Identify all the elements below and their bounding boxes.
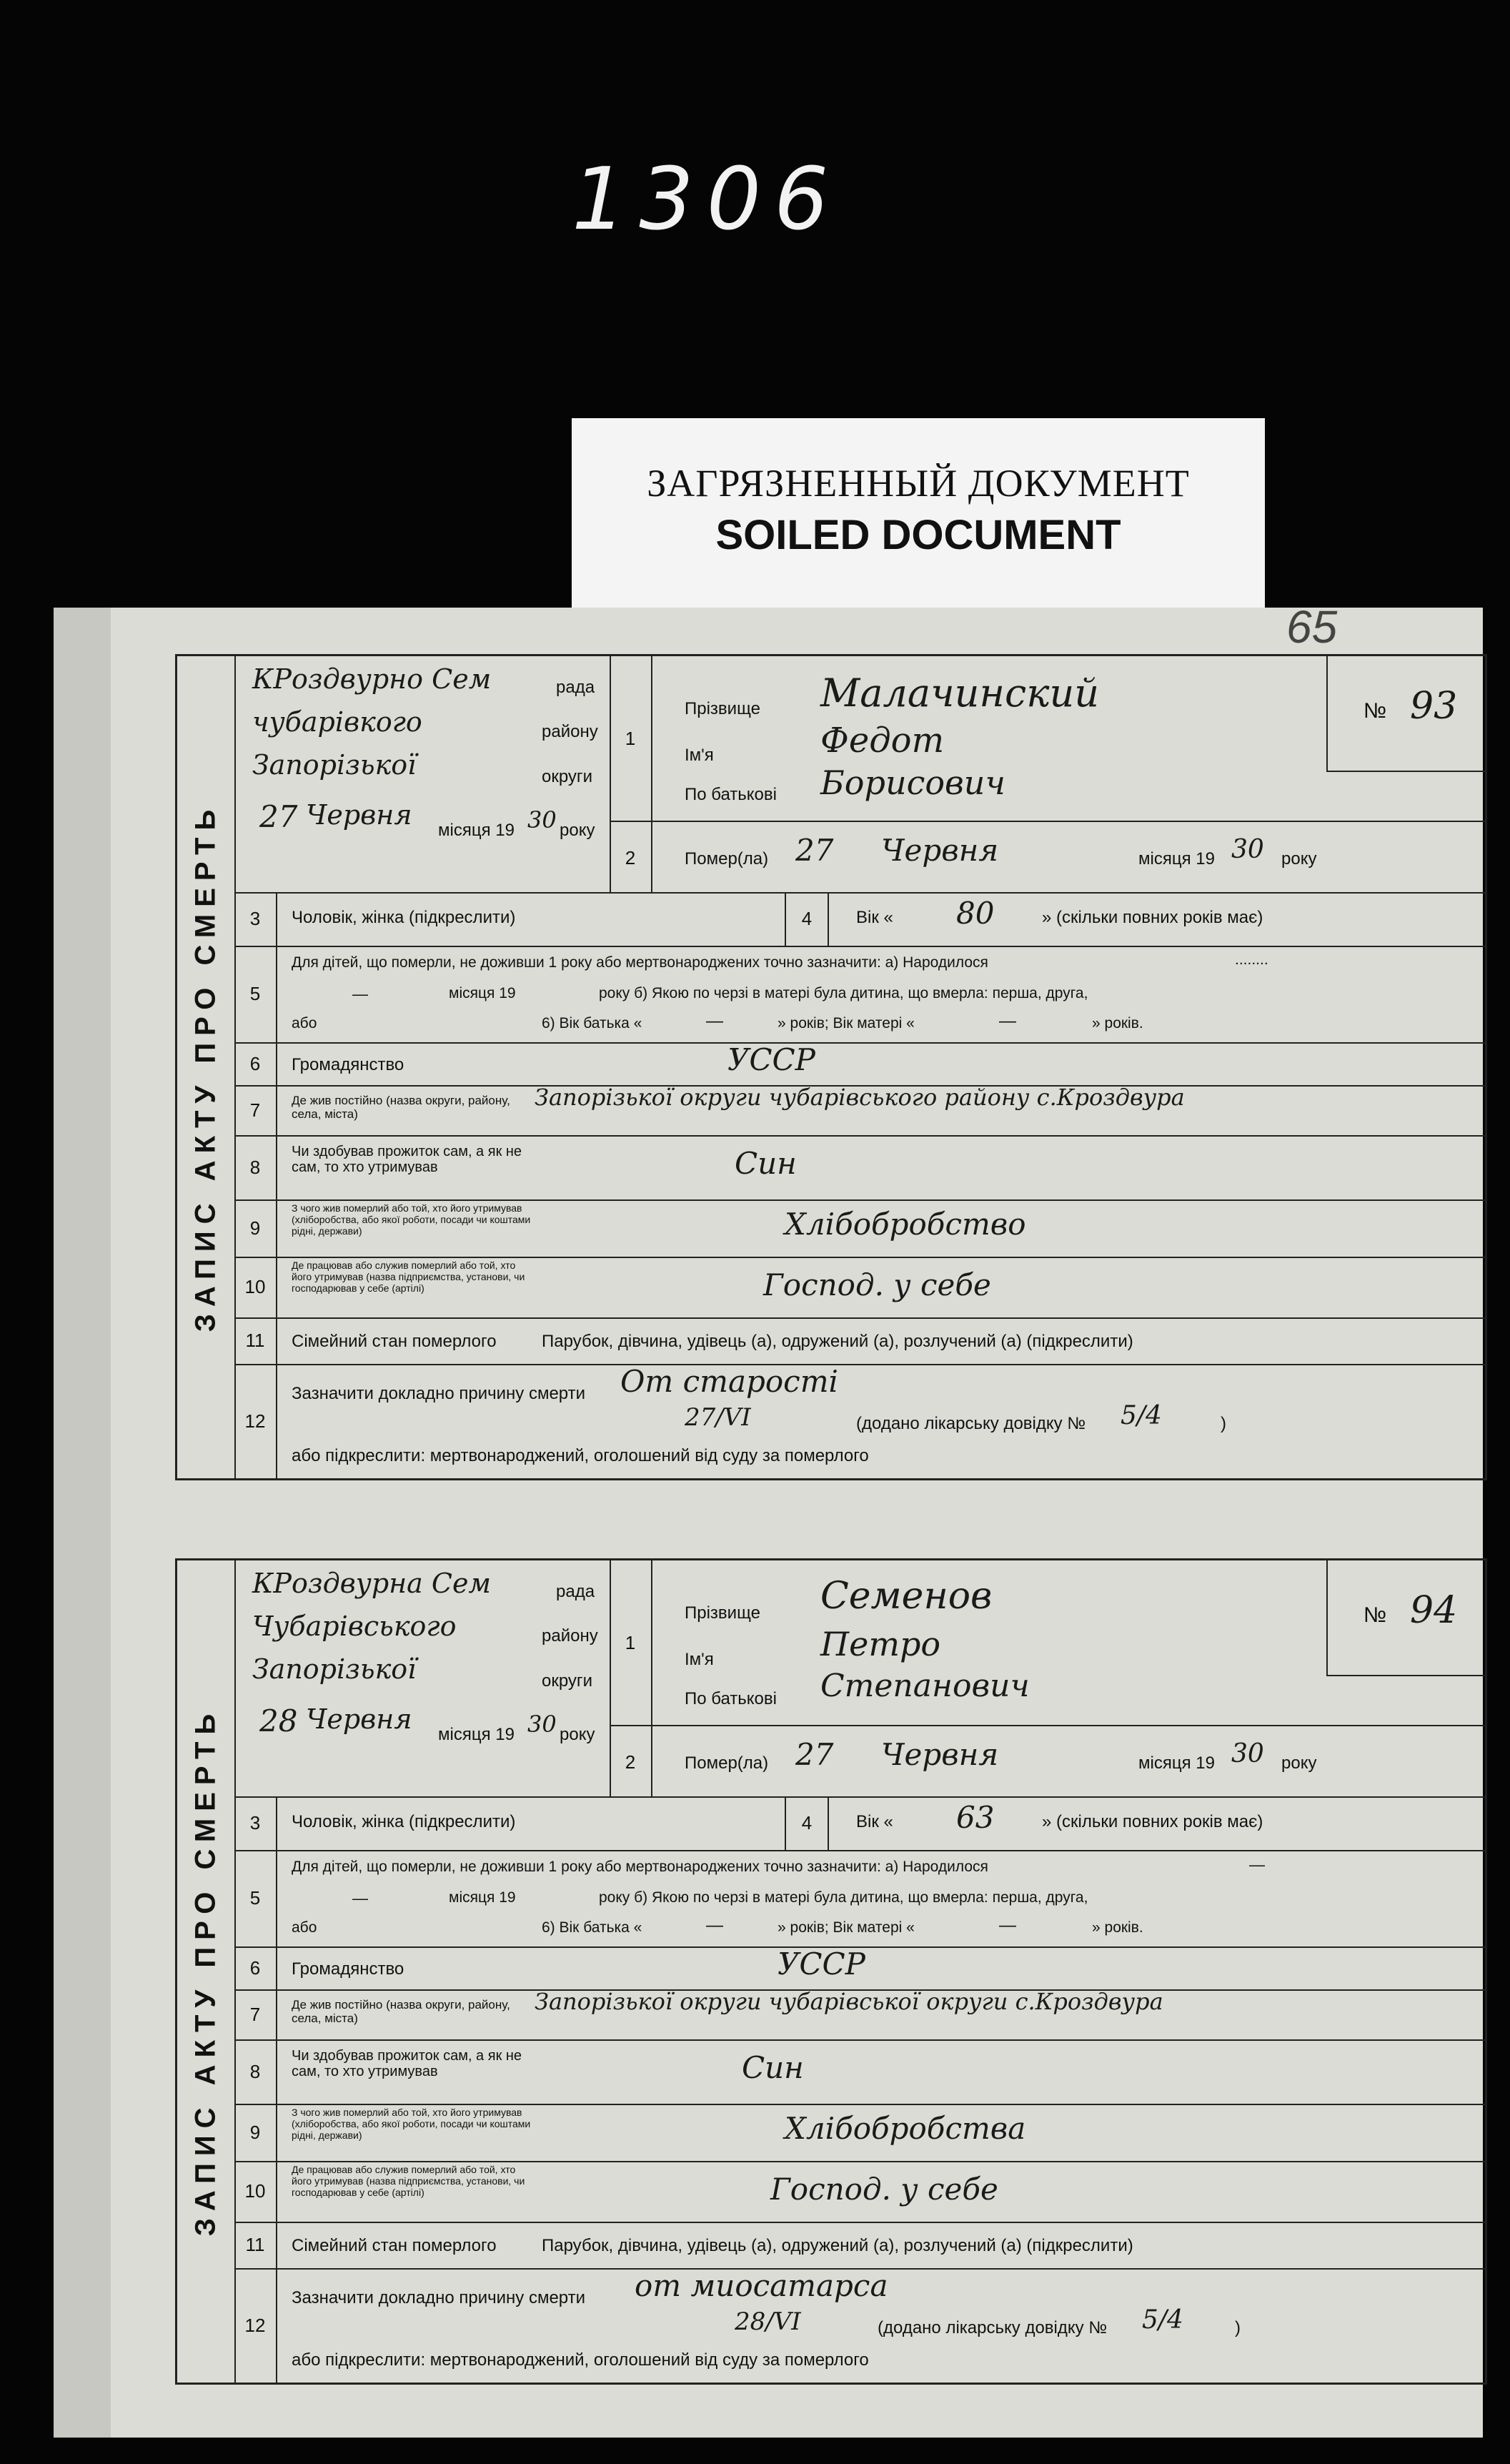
patronymic-label: По батькові xyxy=(685,1689,777,1708)
row-number-1: 1 xyxy=(610,1560,652,1725)
age-tail-label: » (скільки повних років має) xyxy=(1042,908,1263,927)
row-3-sex-age: 3 Чоловік, жінка (підкреслити) 4 Вік « 80 » (скільки повних років має) xyxy=(234,892,1485,947)
row-number-2: 2 xyxy=(610,822,652,894)
okruha-value: Запорізької xyxy=(252,749,417,781)
row-7-residence: 7 Де жив постійно (назва округи, району, села, міста) Запорізької округи чубарівського району с.Кроздвура xyxy=(234,1085,1485,1137)
number-label: № xyxy=(1364,1603,1387,1627)
child-born: — xyxy=(1249,1856,1265,1874)
okruha-label: округи xyxy=(542,767,593,786)
raion-value: Чубарівського xyxy=(252,1610,457,1642)
patronymic-value: Степанович xyxy=(820,1668,1030,1704)
council-value: КРоздвурно Сем xyxy=(252,663,492,695)
reg-month: Червня xyxy=(306,1703,412,1735)
row-12-cause: 12 Зазначити докладно причину смерти От старості 27/VI (додано лікарську довідку № 5/4 ) або підкреслити: мертвонароджений, оголошений від суду за померлого xyxy=(234,1364,1485,1478)
surname-value: Семенов xyxy=(820,1575,993,1618)
row-10-work: 10 Де працював або служив померлий або той, хто його утримував (назва підприємства, установи, чи господарював у себе (артілі) Господ. у себе xyxy=(234,2161,1485,2223)
support-value: Син xyxy=(735,1146,797,1181)
row-12-cause: 12 Зазначити докладно причину смерти от миосатарса 28/VI (додано лікарську довідку № 5/4 ) або підкреслити: мертвонароджений, оголошений від суду за померлого xyxy=(234,2268,1485,2383)
rada-label: рада xyxy=(556,678,595,697)
row-9-income: 9 З чого жив померлий або той, хто його утримував (хліборобства, або якої роботи, посади чи коштами рідні, держави) Хлібобробство xyxy=(234,1199,1485,1258)
row-3-sex-age: 3 Чоловік, жінка (підкреслити) 4 Вік « 63 » (скільки повних років має) xyxy=(234,1796,1485,1851)
death-record-93 xyxy=(175,654,1487,1480)
reg-year: 30 xyxy=(527,806,557,833)
row-5-children: 5 Для дітей, що померли, не доживши 1 року або мертвонароджених точно зазначити: а) Народилося — — місяця 19 року б) Якою по черзі в матері була дитина, що вмерла: перша, друга, або 6) Вік батька « — » років; Вік матері « — » років. xyxy=(234,1850,1485,1948)
council-value: КРоздвурна Сем xyxy=(252,1568,491,1599)
row-11-family: 11 Сімейний стан померлого Парубок, дівчина, удівець (а), одружений (а), розлучений (а) (підкреслити) xyxy=(234,1317,1485,1365)
row-8-support: 8 Чи здобував прожиток сам, а як не сам, то хто утримував Син xyxy=(234,1135,1485,1201)
citizenship-value: УССР xyxy=(778,1946,865,1981)
patronymic-value: Борисович xyxy=(820,763,1006,802)
record-number: 94 xyxy=(1410,1589,1458,1632)
row-8-support: 8 Чи здобував прожиток сам, а як не сам, то хто утримував Син xyxy=(234,2039,1485,2105)
row-10-work: 10 Де працював або служив померлий або той, хто його утримував (назва підприємства, установи, чи господарював у себе (артілі) Господ. у себе xyxy=(234,1257,1485,1319)
record-header xyxy=(234,656,1485,894)
father-age: — xyxy=(706,1916,723,1935)
surname-label: Прізвище xyxy=(685,699,760,718)
death-year: 30 xyxy=(1231,1739,1264,1768)
support-value: Син xyxy=(742,2050,804,2085)
death-month-label: місяця 19 xyxy=(1138,849,1215,869)
page-binding-margin xyxy=(54,608,111,2438)
raion-value: чубарівкого xyxy=(252,706,422,738)
death-month-label: місяця 19 xyxy=(1138,1753,1215,1773)
record-side-title: ЗАПИС АКТУ ПРО СМЕРТЬ xyxy=(177,1560,236,2383)
page-number: 65 xyxy=(1286,601,1338,653)
death-year-label: року xyxy=(1281,1753,1317,1773)
income-value: Хлібобробства xyxy=(785,2111,1026,2146)
reg-year: 30 xyxy=(527,1711,557,1738)
death-date-row xyxy=(610,1725,1485,1798)
patronymic-label: По батькові xyxy=(685,785,777,804)
death-day: 27 xyxy=(795,833,834,868)
citizenship-value: УССР xyxy=(727,1042,815,1077)
death-label: Помер(ла) xyxy=(685,1753,769,1773)
soiled-label-ru: ЗАГРЯЗНЕННЫЙ ДОКУМЕНТ xyxy=(647,462,1190,505)
record-number-box xyxy=(1326,656,1485,772)
name-label: Ім'я xyxy=(685,1650,714,1669)
reg-month-label: місяця 19 xyxy=(438,1725,515,1744)
surname-label: Прізвище xyxy=(685,1603,760,1623)
sex-label: Чоловік, жінка (підкреслити) xyxy=(292,1812,516,1831)
row-9-income: 9 З чого жив померлий або той, хто його утримував (хліборобства, або якої роботи, посади чи коштами рідні, держави) Хлібобробства xyxy=(234,2104,1485,2162)
cause-value: от миосатарса xyxy=(635,2268,888,2303)
residence-value: Запорізької округи чубарівської округи с.Кроздвура xyxy=(535,1988,1163,2015)
residence-value: Запорізької округи чубарівського району с.Кроздвура xyxy=(535,1084,1185,1111)
income-value: Хлібобробство xyxy=(785,1207,1026,1242)
reg-month-label: місяця 19 xyxy=(438,821,515,840)
work-value: Господ. у себе xyxy=(763,1267,991,1302)
death-month: Червня xyxy=(881,833,999,868)
age-value: 63 xyxy=(956,1800,995,1835)
death-record-94 xyxy=(175,1558,1487,2385)
okruha-value: Запорізької xyxy=(252,1653,417,1685)
name-label: Ім'я xyxy=(685,746,714,765)
row-number-1: 1 xyxy=(610,656,652,821)
okruha-label: округи xyxy=(542,1671,593,1691)
death-year-label: року xyxy=(1281,849,1317,869)
work-value: Господ. у себе xyxy=(770,2172,998,2207)
name-value: Петро xyxy=(820,1625,941,1663)
age-label: Вік « xyxy=(856,908,893,927)
father-age: — xyxy=(706,1011,723,1031)
row-5-children: 5 Для дітей, що померли, не доживши 1 року або мертвонароджених точно зазначити: а) Народилося ........ — місяця 19 року б) Якою по черзі в матері була дитина, що вмерла: перша, друга, або 6) Вік батька « — » років; Вік матері « — » років. xyxy=(234,946,1485,1044)
film-frame-number: 1306 xyxy=(572,150,842,249)
raion-label: району xyxy=(542,722,598,741)
reg-year-label: року xyxy=(560,1725,595,1744)
name-value: Федот xyxy=(820,721,945,761)
age-label: Вік « xyxy=(856,1812,893,1831)
sex-label: Чоловік, жінка (підкреслити) xyxy=(292,908,516,927)
row-11-family: 11 Сімейний стан померлого Парубок, дівчина, удівець (а), одружений (а), розлучений (а) (підкреслити) xyxy=(234,2222,1485,2270)
row-number-2: 2 xyxy=(610,1726,652,1798)
death-day: 27 xyxy=(795,1737,834,1772)
record-side-title: ЗАПИС АКТУ ПРО СМЕРТЬ xyxy=(177,656,236,1478)
cause-date: 27/VI xyxy=(685,1403,751,1432)
record-header xyxy=(234,1560,1485,1798)
family-options: Парубок, дівчина, удівець (а), одружений (а), розлучений (а) (підкреслити) xyxy=(542,2236,1133,2255)
reg-month: Червня xyxy=(306,799,412,831)
mother-age: — xyxy=(999,1011,1016,1031)
cert-number: 5/4 xyxy=(1121,1401,1162,1430)
number-label: № xyxy=(1364,699,1387,723)
surname-value: Малачинский xyxy=(820,671,1100,716)
cause-value: От старості xyxy=(620,1364,838,1399)
soiled-document-label xyxy=(572,418,1265,618)
death-date-row xyxy=(610,821,1485,894)
raion-label: району xyxy=(542,1626,598,1646)
cause-date: 28/VI xyxy=(735,2307,801,2336)
registration-block xyxy=(234,656,611,892)
row-6-citizenship: 6 Громадянство УССР xyxy=(234,1042,1485,1087)
soiled-label-en: SOILED DOCUMENT xyxy=(715,512,1121,558)
reg-day: 27 xyxy=(259,799,298,834)
child-month: — xyxy=(352,1889,368,1907)
record-number-box xyxy=(1326,1560,1485,1676)
death-year: 30 xyxy=(1231,835,1264,864)
record-number: 93 xyxy=(1410,685,1458,728)
age-tail-label: » (скільки повних років має) xyxy=(1042,1812,1263,1831)
cert-number: 5/4 xyxy=(1142,2305,1183,2335)
mother-age: — xyxy=(999,1916,1016,1935)
child-month: — xyxy=(352,985,368,1003)
registration-block xyxy=(234,1560,611,1796)
row-6-citizenship: 6 Громадянство УССР xyxy=(234,1946,1485,1991)
child-born: ........ xyxy=(1235,951,1268,968)
row-7-residence: 7 Де жив постійно (назва округи, району, села, міста) Запорізької округи чубарівської округи с.Кроздвура xyxy=(234,1989,1485,2041)
death-label: Помер(ла) xyxy=(685,849,769,869)
rada-label: рада xyxy=(556,1582,595,1601)
reg-day: 28 xyxy=(259,1703,298,1738)
reg-year-label: року xyxy=(560,821,595,840)
death-month: Червня xyxy=(881,1737,999,1772)
age-value: 80 xyxy=(956,896,995,931)
family-options: Парубок, дівчина, удівець (а), одружений (а), розлучений (а) (підкреслити) xyxy=(542,1332,1133,1351)
